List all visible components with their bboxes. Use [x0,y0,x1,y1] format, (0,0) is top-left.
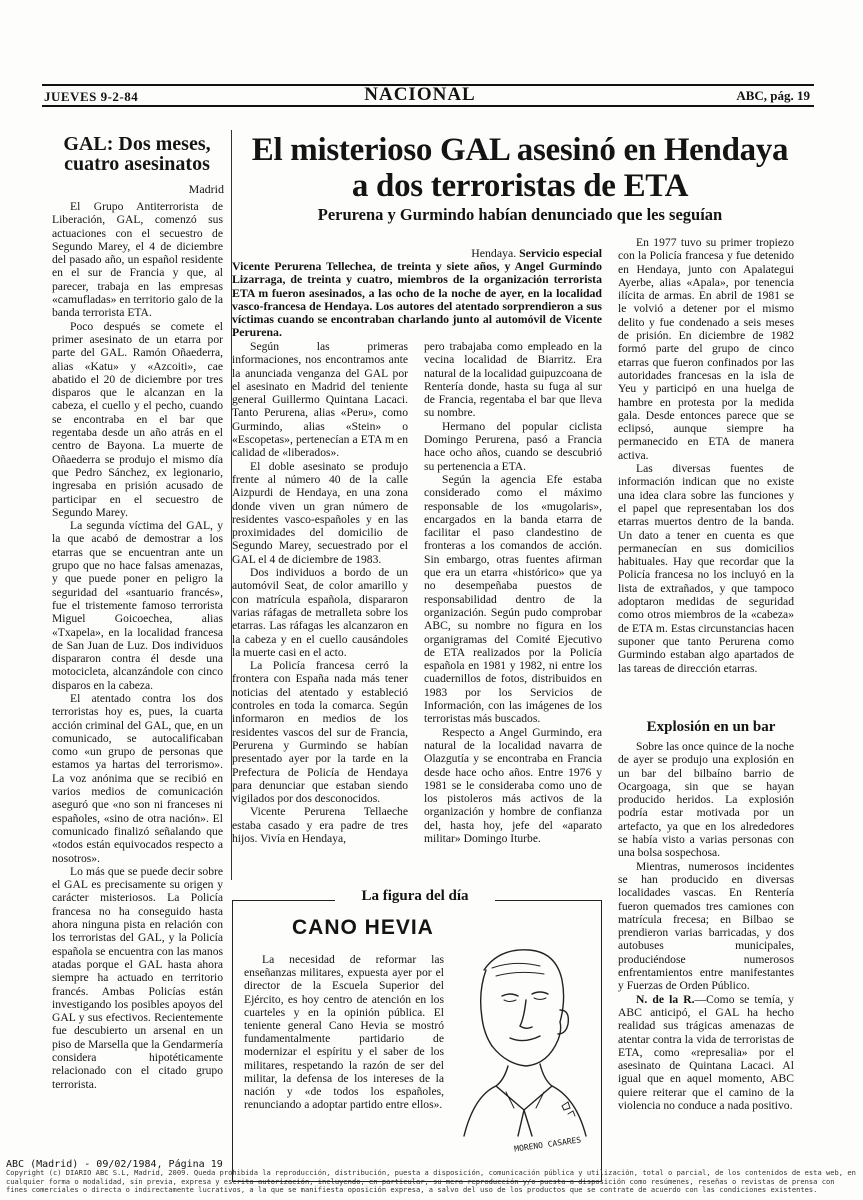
dateline-place: Hendaya. [471,246,517,260]
main-column-2 [424,340,602,845]
paragraph: Lo más que se puede decir sobre el GAL es precisamente su origen y carácter misteriosos. La Policía francesa no ha conseguido hasta ahora ninguna pista en relación con los terroristas del GAL, y la Policía española se encuentra con las manos atadas porque el GAL hasta ahora siempre ha actuado en territorio francés. Ambas Policías están investigando los posibles apoyos del GAL y sus efectivos. Recientemente fue descubierto un arsenal en un piso de Marsella que la Gendarmería considera hipotéticamente relacionado con el citado grupo terrorista. [52,864,223,1091]
header-rule-bottom [42,105,814,107]
main-column-3b [618,740,794,1112]
main-column-3 [618,236,794,675]
main-headline-line1: El misterioso GAL asesinó en Hendaya [251,132,789,168]
paragraph: Según las primeras informaciones, nos encontramos ante la anunciada venganza del GAL por el asesinato en Madrid del teniente general Guillermo Quintana Lacaci. Tanto Perurena, alias «Peru», como Gurmindo, alias «Stein» o «Escopetas», pertenecían a ETA m en calidad de «liberados». [232,340,408,460]
dateline-source: Servicio especial [519,246,602,260]
paragraph: El atentado contra los dos terroristas hoy es, pues, la cuarta acción criminal del GAL, que, en un comunicado, se autocalificaban como «un grupo de personas que estamos ya hartas del terrorismo». La voz anónima que se recibió en varios medios de comunicación aseguró que «no son ni franceses ni españoles, «sino de otra nación». El comunicado finalizó señalando que «todos están equivocados respecto a nosotros». [52,691,223,865]
closing-text: —Como se temía, y ABC anticipó, el GAL ha hecho realidad sus trágicas amenazas de atentar contra la vida de terroristas de ETA, como «represalia» por el asesinato de Quintana Lacaci. Al igual que en aquel momento, ABC quiere reiterar que el camino de la violencia no conduce a nada positivo. [618,992,794,1113]
left-article-title: GAL: Dos meses, cuatro asesinatos [63,133,211,175]
copyright-notice: Copyright (c) DIARIO ABC S.L, Madrid, 2009. Queda prohibida la reproducción, distribución, puesta a disposición, comunicación pública y utilización, total o parcial, de los contenidos de esta web, en cualquier forma o modalidad, sin previa, expresa y escrita autorización, incluyendo, en particular, su mera reproducción y/o puesta a disposición como resúmenes, reseñas o revistas de prensa con fines comerciales o directa o indirectamente lucrativos, a la que se manifiesta oposición expresa, a salvo del uso de los productos que se contrate de acuerdo con las condiciones existentes. [6,1168,856,1194]
closing-lead: N. de la R. [636,992,695,1006]
main-article-intro [232,247,602,339]
paragraph: Mientras, numerosos incidentes se han producido en diversas localidades vascas. En Rentería fueron quemados tres camiones con matrícula frecesa; en Bilbao se prendieron varias barricadas, y dos autobuses municipales, produciéndose numerosos enfrentamientos entre manifestantes y Fuerzas de Orden Público. [618,859,794,993]
paragraph: Vicente Perurena Tellaeche estaba casado y era padre de tres hijos. Vivía en Hendaya, [232,805,408,845]
paragraph: Según la agencia Efe estaba considerado como el máximo responsable de los «mugolaris», encargados en la banda etarra de facilitar el paso clandestino de fronteras a los comandos de acción. Sin embargo, otras fuentes afirman que era un etarra «histórico» que ya no desempeñaba puestos de responsabilidad dentro de la organización. Según pudo comprobar ABC, su nombre no figura en los organigramas del Comité Ejecutivo de ETA realizados por la Policía española en 1981 y 1982, ni entre los cuadernillos de fotos, distribuidos en 1983 por los Servicios de Información, con las imágenes de los terroristas más buscados. [424,472,602,726]
figure-of-day-text [244,953,444,1111]
paragraph: La segunda víctima del GAL, y la que acabó de demostrar a los etarras que se encuentran ante un grupo que no hace falsas amenazas, y que puede poner en peligro la seguridad del «santuario francés», fue el tristemente famoso terrorista Miguel Goicoechea, alias «Txapela», en la localidad francesa de San Juan de Luz. Dos individuos dispararon contra él desde una motocicleta, alcanzándole con cinco disparos en la cabeza. [52,519,223,692]
archive-source: ABC (Madrid) - 09/02/1984, Página 19 [6,1159,223,1170]
paragraph: Hermano del popular ciclista Domingo Perurena, pasó a Francia hace ocho años, cuando se descubrió su pertenencia a ETA. [424,419,602,473]
paragraph: pero trabajaba como empleado en la vecina localidad de Biarritz. Era natural de la localidad guipuzcoana de Rentería donde, hasta su fuga al sur de Francia, regentaba el bar que lleva su nombre. [424,340,603,420]
paragraph: La Policía francesa cerró la frontera con España nada más tener noticias del atentado y estableció controles en toda la comarca. Según informaron en medios de los residentes vascos del sur de Francia, Perurena y Gurmindo se habían presentado ayer por la tarde en la Prefectura de Policía de Hendaya para denunciar que estaban siendo vigilados por dos desconocidos. [232,659,408,806]
figure-of-day-label: La figura del día [335,888,495,905]
paragraph: El doble asesinato se produjo frente al número 40 de la calle Aizpurdi de Hendaya, en una zona donde viven un gran número de residentes vasco-españoles y en las proximidades del domicilio de Segundo Marey, secuestrado por el GAL el 4 de diciembre de 1983. [232,459,408,566]
left-article-body [52,200,223,1091]
closing-paragraph [618,993,794,1113]
paragraph: Respecto a Angel Gurmindo, era natural de la localidad navarra de Olazgutía y se encontraba en Francia desde hace ocho años. Entre 1976 y 1981 se le consideraba como uno de los pistoleros más activos de la organización y hombre de confianza del, hasta hoy, jefe del «aparato militar» Domingo Iturbe. [424,725,602,845]
main-column-1 [232,340,408,845]
section-title: NACIONAL [364,84,476,105]
main-headline-line2: a dos terroristas de ETA [351,168,689,204]
page-number: ABC, pág. 19 [736,88,810,103]
paragraph: El Grupo Antiterrorista de Liberación, GAL, comenzó sus actuaciones con el secuestro de Segundo Marey, el 4 de diciembre del pasado año, un español residente en el sur de Francia y que, al parecer, trabaja en las empresas «camufladas» en territorio galo de la banda terrorista ETA. [52,200,223,320]
left-article-dateline: Madrid [188,182,224,196]
paragraph: Las diversas fuentes de información indican que no existe una idea clara sobre las funciones y el papel que representaban los dos etarras muertos dentro de la banda. Un dato a tener en cuenta es que permanecían en sus domicilios habituales. Hay que recordar que la Policía francesa no los incluyó en la lista de extrañados, y que tampoco adoptaron medidas de seguridad como otros miembros de la «cabeza» de ETA m. Estas circunstancias hacen suponer que tanto Perurena como Gurmindo estaban algo apartados de las tareas de dirección etarras. [618,462,794,675]
main-subheadline: Perurena y Gurmindo habían denunciado que les seguían [317,205,723,224]
paragraph: La necesidad de reformar las enseñanzas militares, expuesta ayer por el director de la Escuela Superior del Ejército, es hoy centro de atención en los cuarteles y en la opinión pública. El teniente general Cano Hevia se mostró fundamentalmente partidario de modernizar el espíritu y el saber de los militares, respetando la razón de ser del militar, la defensa de los intereses de la nación y «de todos los españoles, renunciando a adoptar partido entre ellos». [244,953,444,1112]
paragraph: En 1977 tuvo su primer tropiezo con la Policía francesa y fue detenido en Hendaya, junto con Apalategui Ayerbe, alias «Apala», por tenencia ilícita de armas. En abril de 1981 se le volvió a detener por el mismo delito y fue condenado a seis meses de prisión. En diciembre de 1982 formó parte del grupo de cinco etarras que fueron confinados por las autoridades francesas en la isla de Yeu y participó en una huelga de hambre en protesta por la medida gala. Desde entonces parece que se eclipsó, aunque siempre ha permanecido en ETA de manera activa. [618,236,794,462]
illustrator-signature: MORENO CASARES [513,1135,582,1154]
intro-text: Vicente Perurena Tellechea, de treinta y siete años, y Angel Gurmindo Lizarraga, de treinta y cuatro, miembros de la organización terrorista ETA m fueron asesinados, a las ocho de la noche de ayer, en la localidad vasco-francesa de Hendaya. Los autores del atentado sorprendieron a sus víctimas cuando se encontraban charlando junto al automóvil de Vicente Perurena. [232,259,602,340]
figure-of-day-name: CANO HEVIA [292,916,434,939]
paragraph: Poco después se comete el primer asesinato de un etarra por parte del GAL. Ramón Oñaederra, alias «Katu» y «Azcoiti», cae abatido el 20 de diciembre por tres disparos que le alcanzan en la cabeza, el cuello y el pecho, cuando se encontraba en el bar que regentaba desde un año atrás en el centro de Bayona. La muerte de Oñaederra se produjo el mismo día que Pedro Sánchez, ex legionario, ingresaba en prisión acusado de participar en el secuestro de Segundo Marey. [52,319,223,519]
subhead-explosion: Explosión en un bar [646,719,776,735]
issue-date: JUEVES 9-2-84 [44,89,139,104]
paragraph: Sobre las once quince de la noche de ayer se produjo una explosión en un bar del bilbaíno barrio de Ocargoaga, sin que se hayan producido heridos. La explosión podría estar motivada por un artefacto, ya que en los alrededores se había visto a varias personas con una bolsa sospechosa. [618,740,794,860]
main-headline [240,132,800,204]
portrait-illustration [444,930,594,1140]
paragraph: Dos individuos a bordo de un automóvil Seat, de color amarillo y con matrícula española, dispararon varias ráfagas de metralleta sobre los etarras. Las ráfagas les alcanzaron en la cabeza y en el cuello causándoles la muerte casi en el acto. [232,566,408,659]
